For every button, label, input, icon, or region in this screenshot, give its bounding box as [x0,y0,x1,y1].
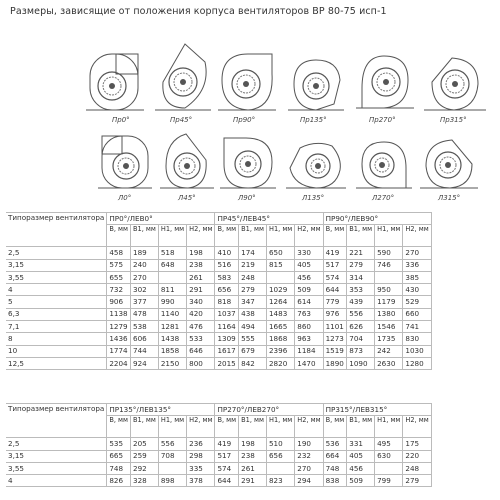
fan-diagram-pr0 [86,52,144,114]
dimension-subheader: В, мм [107,225,131,247]
size-cell: 3,15 [6,450,107,462]
dimension-cell: 679 [239,345,267,357]
dimension-cell: 419 [323,247,347,259]
position-group-header: ПР0°/ЛЕВ0° [107,213,215,225]
dimension-cell: 248 [239,271,267,283]
dimension-cell: 906 [107,296,131,308]
dimension-cell: 646 [187,345,215,357]
dimension-subheader: В1, мм [239,416,267,438]
dimension-cell [158,462,186,474]
dimension-cell: 510 [266,438,294,450]
dimensions-table-2 [6,403,432,487]
dimension-cell: 509 [295,284,323,296]
dimension-cell: 644 [323,284,347,296]
dimension-cell: 385 [403,271,431,283]
dimension-cell: 1138 [107,308,131,320]
dimension-cell: 830 [403,333,431,345]
table-row [6,321,431,333]
fan-caption-l135: Л135° [302,194,325,202]
table-row [6,450,431,462]
dimension-cell: 811 [158,284,186,296]
size-cell: 3,55 [6,271,107,283]
dimension-subheader: В, мм [215,416,239,438]
dimension-cell: 476 [187,321,215,333]
size-cell: 8 [6,333,107,345]
dimension-cell: 1438 [158,333,186,345]
dimension-cell: 198 [187,247,215,259]
dimension-subheader: В, мм [215,225,239,247]
dimension-cell: 538 [131,321,159,333]
dimension-subheader: Н1, мм [266,416,294,438]
dimension-cell: 439 [347,296,375,308]
dimension-cell: 644 [215,475,239,487]
table-row [6,345,431,357]
dimension-cell: 347 [239,296,267,308]
dimension-cell: 438 [239,308,267,320]
size-header: Типоразмер вентилятора [6,404,107,438]
dimension-cell: 2204 [107,357,131,369]
dimension-cell [158,271,186,283]
position-group-header: ПР90°/ЛЕВ90° [323,213,431,225]
dimension-cell: 1280 [403,357,431,369]
dimension-cell: 495 [375,438,403,450]
dimension-cell: 1774 [107,345,131,357]
dimension-cell: 410 [215,247,239,259]
dimension-cell: 606 [131,333,159,345]
position-group-header: ПР315°/ЛЕВ315° [323,404,431,416]
dimension-cell: 2150 [158,357,186,369]
table-row [6,438,431,450]
table-row [6,271,431,283]
dimension-cell: 294 [295,475,323,487]
dimension-cell: 291 [239,475,267,487]
dimension-subheader: Н2, мм [295,416,323,438]
dimension-cell: 763 [295,308,323,320]
dimension-cell: 292 [131,462,159,474]
dimension-cell: 1264 [266,296,294,308]
dimension-cell: 175 [403,438,431,450]
dimension-cell: 353 [347,284,375,296]
table-row [6,475,431,487]
dimension-cell [375,462,403,474]
dimension-cell: 270 [295,462,323,474]
size-cell: 5 [6,296,107,308]
dimension-cell: 279 [239,284,267,296]
dimension-subheader: В1, мм [131,225,159,247]
dimension-cell: 746 [375,259,403,271]
table-row [6,296,431,308]
dimension-cell: 748 [107,462,131,474]
dimension-cell: 330 [295,247,323,259]
dimension-cell: 1029 [266,284,294,296]
dimension-cell: 405 [295,259,323,271]
dimension-cell: 648 [158,259,186,271]
dimension-cell: 1665 [266,321,294,333]
dimension-cell: 238 [187,259,215,271]
dimension-cell: 1164 [215,321,239,333]
fan-diagram-pr45 [155,42,211,114]
dimension-cell: 924 [131,357,159,369]
dimension-cell [266,462,294,474]
dimension-cell: 335 [187,462,215,474]
dimension-cell: 665 [107,450,131,462]
dimension-cell: 823 [266,475,294,487]
dimension-cell: 1519 [323,345,347,357]
table-row [6,308,431,320]
size-cell: 3,15 [6,259,107,271]
fan-caption-l0: Л0° [118,194,132,202]
fan-diagram-l0 [98,134,152,192]
dimension-subheader: Н2, мм [295,225,323,247]
dimension-cell: 656 [215,284,239,296]
dimension-cell: 456 [347,462,375,474]
dimension-cell: 236 [187,438,215,450]
dimension-subheader: В1, мм [347,416,375,438]
dimension-cell [266,271,294,283]
fan-caption-pr270: Пр270° [369,116,396,124]
dimension-subheader: В1, мм [347,225,375,247]
fan-diagram-l315 [420,134,478,192]
position-group-header: ПР135°/ЛЕВ135° [107,404,215,416]
dimension-cell: 860 [295,321,323,333]
fan-diagram-l270 [356,138,412,192]
position-group-header: ПР45°/ЛЕВ45° [215,213,323,225]
dimension-cell: 270 [403,247,431,259]
dimension-cell: 1309 [215,333,239,345]
table-row [6,247,431,259]
size-cell: 10 [6,345,107,357]
dimension-cell: 1436 [107,333,131,345]
fan-diagram-pr90 [218,50,276,114]
dimension-cell: 232 [295,450,323,462]
dimension-cell: 2396 [266,345,294,357]
dimension-cell: 708 [158,450,186,462]
dimension-cell: 198 [239,438,267,450]
dimension-cell: 873 [347,345,375,357]
dimension-cell: 590 [375,247,403,259]
dimension-cell: 190 [295,438,323,450]
fan-caption-l90: Л90° [238,194,256,202]
dimension-cell: 815 [266,259,294,271]
fan-diagram-l135 [286,138,346,192]
dimension-cell: 1735 [375,333,403,345]
dimension-cell: 189 [131,247,159,259]
dimension-subheader: Н2, мм [403,225,431,247]
dimension-cell: 314 [347,271,375,283]
dimension-cell: 1184 [295,345,323,357]
dimension-cell: 555 [239,333,267,345]
dimension-subheader: Н2, мм [403,416,431,438]
dimension-subheader: В1, мм [239,225,267,247]
fan-diagrams [0,22,500,207]
dimensions-table-1 [6,212,432,370]
dimension-cell: 2630 [375,357,403,369]
fan-caption-l270: Л270° [372,194,395,202]
dimension-cell: 826 [107,475,131,487]
dimension-cell: 838 [323,475,347,487]
dimension-cell: 704 [347,333,375,345]
dimension-cell: 630 [375,450,403,462]
dimension-cell: 1546 [375,321,403,333]
dimension-cell: 655 [107,271,131,283]
dimension-cell: 1281 [158,321,186,333]
dimension-cell: 517 [215,450,239,462]
dimension-cell: 799 [375,475,403,487]
dimension-cell: 205 [131,438,159,450]
dimension-cell: 494 [239,321,267,333]
dimension-cell: 509 [347,475,375,487]
dimension-cell: 377 [131,296,159,308]
dimension-cell: 556 [158,438,186,450]
dimension-cell: 331 [347,438,375,450]
size-header: Типоразмер вентилятора [6,213,107,247]
dimension-cell [375,271,403,283]
dimension-cell: 535 [107,438,131,450]
dimension-cell: 1037 [215,308,239,320]
table-header-row [6,213,431,225]
table-row [6,357,431,369]
dimension-subheader: В1, мм [131,416,159,438]
size-cell: 12,5 [6,357,107,369]
fan-diagram-l45 [160,130,214,192]
dimension-cell: 1101 [323,321,347,333]
table-row [6,284,431,296]
fan-caption-l45: Л45° [178,194,196,202]
dimension-subheader: Н1, мм [375,225,403,247]
dimension-cell: 458 [107,247,131,259]
dimension-cell: 420 [187,308,215,320]
fan-caption-pr90: Пр90° [233,116,256,124]
dimension-subheader: Н2, мм [187,225,215,247]
size-cell: 4 [6,475,107,487]
dimension-cell: 242 [375,345,403,357]
dimension-cell: 430 [403,284,431,296]
dimension-cell: 536 [323,438,347,450]
dimension-cell: 220 [403,450,431,462]
dimension-cell: 2015 [215,357,239,369]
dimension-subheader: В, мм [323,225,347,247]
fan-diagram-pr270 [356,50,414,114]
table-row [6,333,431,345]
size-cell: 3,55 [6,462,107,474]
fan-diagram-pr135 [288,54,344,114]
dimension-cell: 279 [403,475,431,487]
dimension-cell: 1470 [295,357,323,369]
fan-caption-l315: Л315° [438,194,461,202]
size-cell: 4 [6,284,107,296]
table-row [6,462,431,474]
dimension-cell: 419 [215,438,239,450]
dimension-subheader: Н1, мм [266,225,294,247]
dimension-cell: 660 [403,308,431,320]
dimension-cell: 516 [215,259,239,271]
dimension-cell: 248 [403,462,431,474]
table-row [6,259,431,271]
dimension-cell: 221 [347,247,375,259]
fan-diagram-pr315 [424,52,486,114]
dimension-cell: 732 [107,284,131,296]
dimension-cell: 990 [158,296,186,308]
dimension-cell: 1090 [347,357,375,369]
fan-caption-pr0: Пр0° [112,116,130,124]
dimension-cell: 626 [347,321,375,333]
fan-caption-pr135: Пр135° [300,116,327,124]
dimension-cell: 574 [323,271,347,283]
dimension-cell: 405 [347,450,375,462]
dimension-subheader: Н1, мм [375,416,403,438]
position-group-header: ПР270°/ЛЕВ270° [215,404,323,416]
page-title: Размеры, зависящие от положения корпуса вентиляторов ВР 80-75 исп-1 [10,6,387,17]
dimension-cell: 556 [347,308,375,320]
dimension-subheader: В, мм [107,416,131,438]
dimension-cell: 259 [131,450,159,462]
dimension-cell: 748 [323,462,347,474]
table-header-row [6,404,431,416]
size-cell: 6,3 [6,308,107,320]
dimension-cell: 336 [403,259,431,271]
dimension-cell: 842 [239,357,267,369]
dimension-cell: 744 [131,345,159,357]
dimension-cell: 898 [158,475,186,487]
dimension-cell: 298 [187,450,215,462]
dimension-cell: 741 [403,321,431,333]
dimension-cell: 529 [403,296,431,308]
dimension-cell: 518 [158,247,186,259]
dimension-cell: 950 [375,284,403,296]
dimension-cell: 478 [131,308,159,320]
dimension-cell: 291 [187,284,215,296]
dimension-cell: 2820 [266,357,294,369]
dimension-cell: 614 [295,296,323,308]
dimension-cell: 1858 [158,345,186,357]
dimension-cell: 279 [347,259,375,271]
dimension-cell: 963 [295,333,323,345]
dimension-cell: 240 [131,259,159,271]
dimension-cell: 456 [295,271,323,283]
fan-caption-pr45: Пр45° [170,116,193,124]
dimension-cell: 517 [323,259,347,271]
dimension-cell: 1890 [323,357,347,369]
dimension-cell: 779 [323,296,347,308]
dimension-cell: 238 [239,450,267,462]
fan-diagram-l90 [220,134,276,192]
dimension-cell: 583 [215,271,239,283]
fan-caption-pr315: Пр315° [440,116,467,124]
dimension-cell: 1483 [266,308,294,320]
dimension-cell: 1617 [215,345,239,357]
dimension-cell: 1140 [158,308,186,320]
dimension-cell: 533 [187,333,215,345]
size-cell: 2,5 [6,247,107,259]
dimension-subheader: Н2, мм [187,416,215,438]
dimension-cell: 976 [323,308,347,320]
dimension-cell: 302 [131,284,159,296]
dimension-cell: 1273 [323,333,347,345]
dimension-cell: 656 [266,450,294,462]
dimension-cell: 270 [131,271,159,283]
dimension-cell: 1279 [107,321,131,333]
dimension-cell: 261 [187,271,215,283]
dimension-cell: 574 [215,462,239,474]
dimension-cell: 340 [187,296,215,308]
dimension-cell: 1868 [266,333,294,345]
dimension-cell: 1030 [403,345,431,357]
dimension-cell: 219 [239,259,267,271]
dimension-subheader: Н1, мм [158,225,186,247]
dimension-cell: 818 [215,296,239,308]
dimension-cell: 328 [131,475,159,487]
dimension-cell: 800 [187,357,215,369]
dimension-cell: 650 [266,247,294,259]
dimension-cell: 378 [187,475,215,487]
dimension-cell: 575 [107,259,131,271]
dimension-cell: 174 [239,247,267,259]
size-cell: 7,1 [6,321,107,333]
size-cell: 2,5 [6,438,107,450]
dimension-cell: 664 [323,450,347,462]
dimension-cell: 1179 [375,296,403,308]
dimension-subheader: Н1, мм [158,416,186,438]
dimension-cell: 261 [239,462,267,474]
dimension-subheader: В, мм [323,416,347,438]
dimension-cell: 1380 [375,308,403,320]
